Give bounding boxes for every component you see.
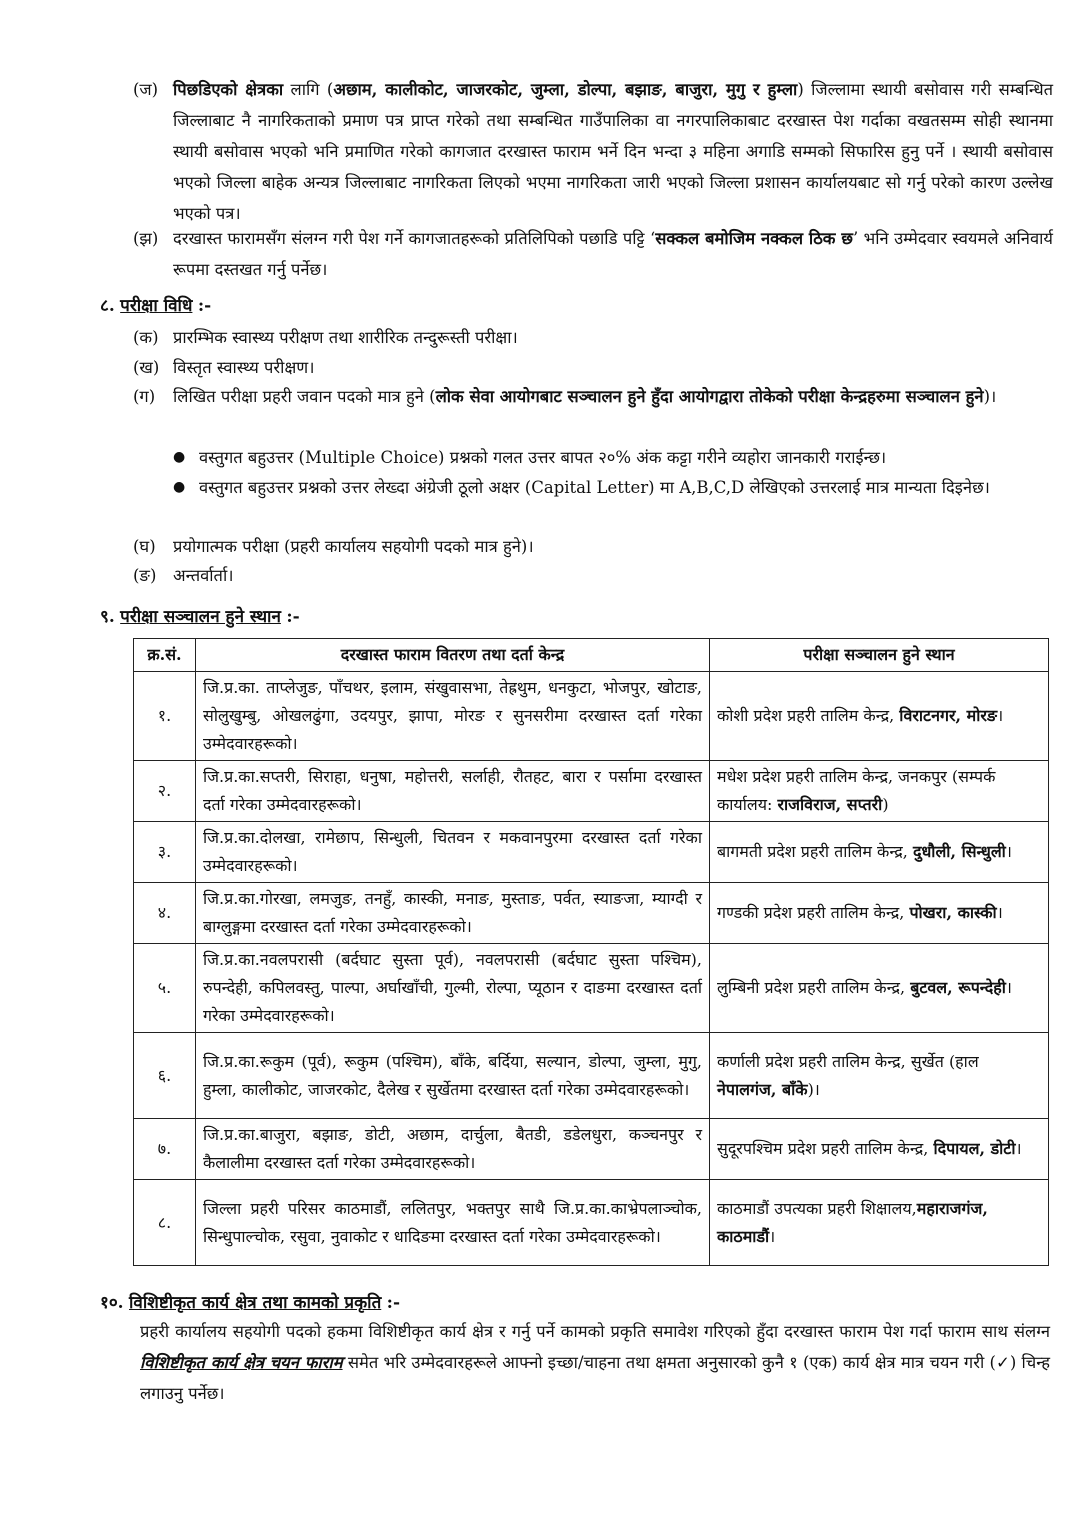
venue-location: दिपायल, डोटी [933, 1139, 1016, 1158]
section-number: ९. [100, 607, 115, 627]
exam-venue-cell [710, 761, 1049, 822]
serial-cell: २. [134, 761, 196, 822]
serial-cell: ६. [134, 1033, 196, 1119]
header-registration-center: दरखास्त फाराम वितरण तथा दर्ता केन्द्र [196, 639, 710, 672]
text-run: समेत भरि उम्मेदवारहरूले आफ्नो इच्छा/चाहना तथा क्षमता अनुसारको कुनै १ (एक) कार्य क्षेत्र मात्र चयन गरी ( [342, 1353, 996, 1372]
item-label: (ख) [133, 358, 160, 377]
text-run: ’ भनि उम्मेदवार स्वयमले अनिवार्य रूपमा दस्तखत गर्नु पर्नेछ। [173, 229, 1053, 279]
venue-text: मधेश प्रदेश प्रहरी तालिम केन्द्र, जनकपुर (सम्पर्क कार्यालय: [717, 767, 996, 814]
exam-centers-table [133, 638, 1049, 1266]
text-run: लागि ( [283, 80, 334, 99]
item-text [173, 74, 1053, 229]
bullet-icon: ● [173, 479, 186, 495]
text-run: दरखास्त फारामसँग संलग्न गरी पेश गर्ने कागजातहरूको प्रतिलिपिको पछाडि पट्टि ‘ [173, 229, 656, 248]
section-8-heading [100, 291, 211, 321]
section-9-heading [100, 602, 300, 632]
section-8-item-gha [133, 531, 1053, 562]
section-suffix: :- [286, 607, 300, 627]
table-row [134, 672, 1049, 761]
section-suffix: :- [197, 296, 212, 316]
venue-text: सुदूरपश्चिम प्रदेश प्रहरी तालिम केन्द्र, [717, 1139, 934, 1158]
header-exam-venue: परीक्षा सञ्चालन हुने स्थान [710, 639, 1049, 672]
item-label: (क) [133, 328, 159, 347]
venue-text: काठमाडौं उपत्यका प्रहरी शिक्षालय, [717, 1198, 917, 1218]
registration-center-cell: जि.प्र.का.गोरखा, लमजुङ, तनहुँ, कास्की, मनाङ, मुस्ताङ, पर्वत, स्याङजा, म्याग्दी र बाग्लुङ्गमा दरखास्त दर्ता गरेका उम्मेदवारहरूको। [196, 883, 710, 944]
exam-venue-cell [710, 1033, 1049, 1119]
serial-cell: १. [134, 672, 196, 761]
registration-center-cell: जि.प्र.का.बाजुरा, बझाङ, डोटी, अछाम, दार्चुला, बैतडी, डडेलधुरा, कञ्चनपुर र कैलालीमा दरखास्त दर्ता गरेका उम्मेदवारहरूको। [196, 1119, 710, 1180]
venue-location: बुटवल, रूपन्देही [910, 978, 1006, 997]
serial-cell: ३. [134, 822, 196, 883]
serial-cell: ८. [134, 1180, 196, 1266]
section-suffix: :- [386, 1293, 401, 1313]
venue-location: नेपालगंज, बाँके [717, 1079, 808, 1099]
text-run: लिखित परीक्षा प्रहरी जवान पदको मात्र हुने ( [173, 387, 436, 406]
bullet-icon: ● [173, 449, 186, 465]
item-ja [133, 74, 1053, 229]
item-label: (ज) [133, 80, 159, 99]
item-text: अन्तर्वार्ता। [173, 566, 234, 585]
serial-cell: ५. [134, 944, 196, 1033]
bullet-text: वस्तुगत बहुउत्तर प्रश्नको उत्तर लेख्दा अंग्रेजी ठूलो अक्षर (Capital Letter) मा A,B,C,D लेखिएको उत्तरलाई मात्र मान्यता दिइनेछ। [199, 478, 990, 497]
item-label: (ग) [133, 387, 156, 406]
exam-venue-cell [710, 822, 1049, 883]
venue-text: लुम्बिनी प्रदेश प्रहरी तालिम केन्द्र, [717, 978, 911, 997]
venue-end: )। [807, 1079, 820, 1099]
venue-end: । [1005, 842, 1012, 861]
bold-phrase: सक्कल बमोजिम नक्कल ठिक छ [655, 229, 853, 248]
venue-location: महाराजगंज, काठमाडौं [717, 1198, 988, 1246]
table-row [134, 944, 1049, 1033]
table-header-row [134, 639, 1049, 672]
section-title: परीक्षा विधि [120, 296, 193, 316]
registration-center-cell: जि.प्र.का.रूकुम (पूर्व), रूकुम (पश्चिम), बाँके, बर्दिया, सल्यान, डोल्पा, जुम्ला, मुगु, हुम्ला, कालीकोट, जाजरकोट, दैलेख र सुर्खेतमा दरखास्त दर्ता गरेका उम्मेदवारहरूको। [196, 1033, 710, 1119]
serial-cell: ७. [134, 1119, 196, 1180]
table-row [134, 822, 1049, 883]
registration-center-cell: जि.प्र.का.नवलपरासी (बर्दघाट सुस्ता पूर्व), नवलपरासी (बर्दघाट सुस्ता पश्चिम), रुपन्देही, कपिलवस्तु, पाल्पा, अर्घाखाँची, गुल्मी, रोल्पा, प्यूठान र दाङमा दरखास्त दर्ता गरेका उम्मेदवारहरूको। [196, 944, 710, 1033]
item-text: प्रयोगात्मक परीक्षा (प्रहरी कार्यालय सहयोगी पदको मात्र हुने)। [173, 537, 534, 556]
registration-center-cell: जि.प्र.का. ताप्लेजुङ, पाँचथर, इलाम, संखुवासभा, तेह्रथुम, धनकुटा, भोजपुर, खोटाङ, सोलुखुम्बु, ओखलढुंगा, उदयपुर, झापा, मोरङ र सुनसरीमा दरखास्त दर्ता गरेका उम्मेदवारहरूको। [196, 672, 710, 761]
section-number: १०. [100, 1293, 124, 1313]
form-name: विशिष्टीकृत कार्य क्षेत्र चयन फाराम [140, 1353, 343, 1372]
text-run: प्रहरी कार्यालय सहयोगी पदको हकमा विशिष्टीकृत कार्य क्षेत्र र गर्नु पर्ने कामको प्रकृति समावेश गरिएको हुँदा दरखास्त फाराम पेश गर्दा फाराम साथ संलग्न [140, 1322, 1050, 1341]
bold-districts: अछाम, कालीकोट, जाजरकोट, जुम्ला, डोल्पा, बझाङ, बाजुरा, मुगु र हुम्ला [333, 80, 798, 99]
section-8-item-kha [133, 352, 1053, 383]
section-8-item-ka [133, 322, 1053, 353]
text-run: )। [983, 387, 997, 406]
section-title: विशिष्टीकृत कार्य क्षेत्र तथा कामको प्रकृति [129, 1293, 382, 1313]
venue-text: कर्णाली प्रदेश प्रहरी तालिम केन्द्र, सुर्खेत (हाल [717, 1051, 979, 1071]
registration-center-cell: जि.प्र.का.दोलखा, रामेछाप, सिन्धुली, चितवन र मकवानपुरमा दरखास्त दर्ता गरेका उम्मेदवारहरूको। [196, 822, 710, 883]
section-10-heading [100, 1288, 400, 1318]
bold-term: पिछडिएको क्षेत्रका [173, 80, 284, 99]
header-serial: क्र.सं. [134, 639, 196, 672]
venue-text: बागमती प्रदेश प्रहरी तालिम केन्द्र, [717, 842, 913, 861]
bullet-text: वस्तुगत बहुउत्तर (Multiple Choice) प्रश्नको गलत उत्तर बापत २०% अंक कट्टा गरीने व्यहोरा जानकारी गराईन्छ। [199, 448, 887, 467]
exam-venue-cell [710, 944, 1049, 1033]
exam-venue-cell [710, 1119, 1049, 1180]
table-row [134, 761, 1049, 822]
text-run: ) जिल्लामा स्थायी बसोवास गरी सम्बन्धित जिल्लाबाट नै नागरिकताको प्रमाण पत्र प्राप्त गरेको तथा सम्बन्धित गाउँपालिका वा नगरपालिकाबाट दरखास्त पेश गर्दाका वखतसम्म सोही स्थानमा स्थायी बसोवास भएको भनि प्रमाणित गरेको कागजात दरखास्त फाराम भर्ने दिन भन्दा ३ महिना अगाडि सम्मको सिफारिस हुनु पर्ने । स्थायी बसोवास भएको जिल्ला बाहेक अन्यत्र जिल्लाबाट नागरिकता लिएको भएमा नागरिकता जारी भएको जिल्ला प्रशासन कार्यालयबाट सो गर्नु परेको कारण उल्लेख भएको पत्र। [173, 80, 1053, 223]
exam-venue-cell [710, 883, 1049, 944]
venue-text: गण्डकी प्रदेश प्रहरी तालिम केन्द्र, [717, 903, 910, 922]
venue-location: दुधौली, सिन्धुली [912, 842, 1006, 861]
exam-venue-cell [710, 672, 1049, 761]
section-8-item-ga [133, 381, 1053, 412]
bullet-item [173, 472, 1033, 503]
item-jha [133, 223, 1053, 285]
venue-end: । [769, 1226, 776, 1246]
item-text [173, 381, 1053, 412]
section-title: परीक्षा सञ्चालन हुने स्थान [120, 607, 281, 627]
venue-end: । [1015, 1139, 1022, 1158]
item-text: विस्तृत स्वास्थ्य परीक्षण। [173, 358, 315, 377]
exam-venue-cell [710, 1180, 1049, 1266]
table-row [134, 1119, 1049, 1180]
item-label: (ङ) [133, 566, 157, 585]
registration-center-cell: जिल्ला प्रहरी परिसर काठमाडौं, ललितपुर, भक्तपुर साथै जि.प्र.का.काभ्रेपलाञ्चोक, सिन्धुपाल्चोक, रसुवा, नुवाकोट र धादिङमा दरखास्त दर्ता गरेका उम्मेदवारहरूको। [196, 1180, 710, 1266]
item-text: प्रारम्भिक स्वास्थ्य परीक्षण तथा शारीरिक तन्दुरूस्ती परीक्षा। [173, 328, 518, 347]
bullet-item [173, 442, 1033, 473]
venue-end: । [996, 903, 1003, 922]
section-8-item-nga [133, 560, 1053, 591]
venue-end: । [1005, 978, 1012, 997]
venue-location: विराटनगर, मोरङ [899, 706, 998, 725]
venue-text: कोशी प्रदेश प्रहरी तालिम केन्द्र, [717, 706, 900, 725]
section-number: ८. [100, 296, 115, 316]
venue-location: पोखरा, कास्की [909, 903, 997, 922]
text-run: ) चिन्ह लगाउनु पर्नेछ। [140, 1353, 1050, 1403]
serial-cell: ४. [134, 883, 196, 944]
item-label: (झ) [133, 229, 159, 248]
table-row [134, 1180, 1049, 1266]
venue-location: राजविराज, सप्तरी [777, 795, 883, 814]
section-10-paragraph [140, 1316, 1050, 1409]
registration-center-cell: जि.प्र.का.सप्तरी, सिराहा, धनुषा, महोत्तरी, सर्लाही, रौतहट, बारा र पर्सामा दरखास्त दर्ता गरेका उम्मेदवारहरूको। [196, 761, 710, 822]
bold-phrase: लोक सेवा आयोगबाट सञ्चालन हुने हुँदा आयोगद्वारा तोकेको परीक्षा केन्द्रहरुमा सञ्चालन हुने [435, 387, 984, 406]
venue-end: । [997, 706, 1004, 725]
item-text [173, 223, 1053, 285]
table-row [134, 883, 1049, 944]
table-row [134, 1033, 1049, 1119]
item-label: (घ) [133, 537, 156, 556]
venue-end: ) [882, 795, 889, 814]
check-mark-icon: ✓ [995, 1353, 1010, 1372]
